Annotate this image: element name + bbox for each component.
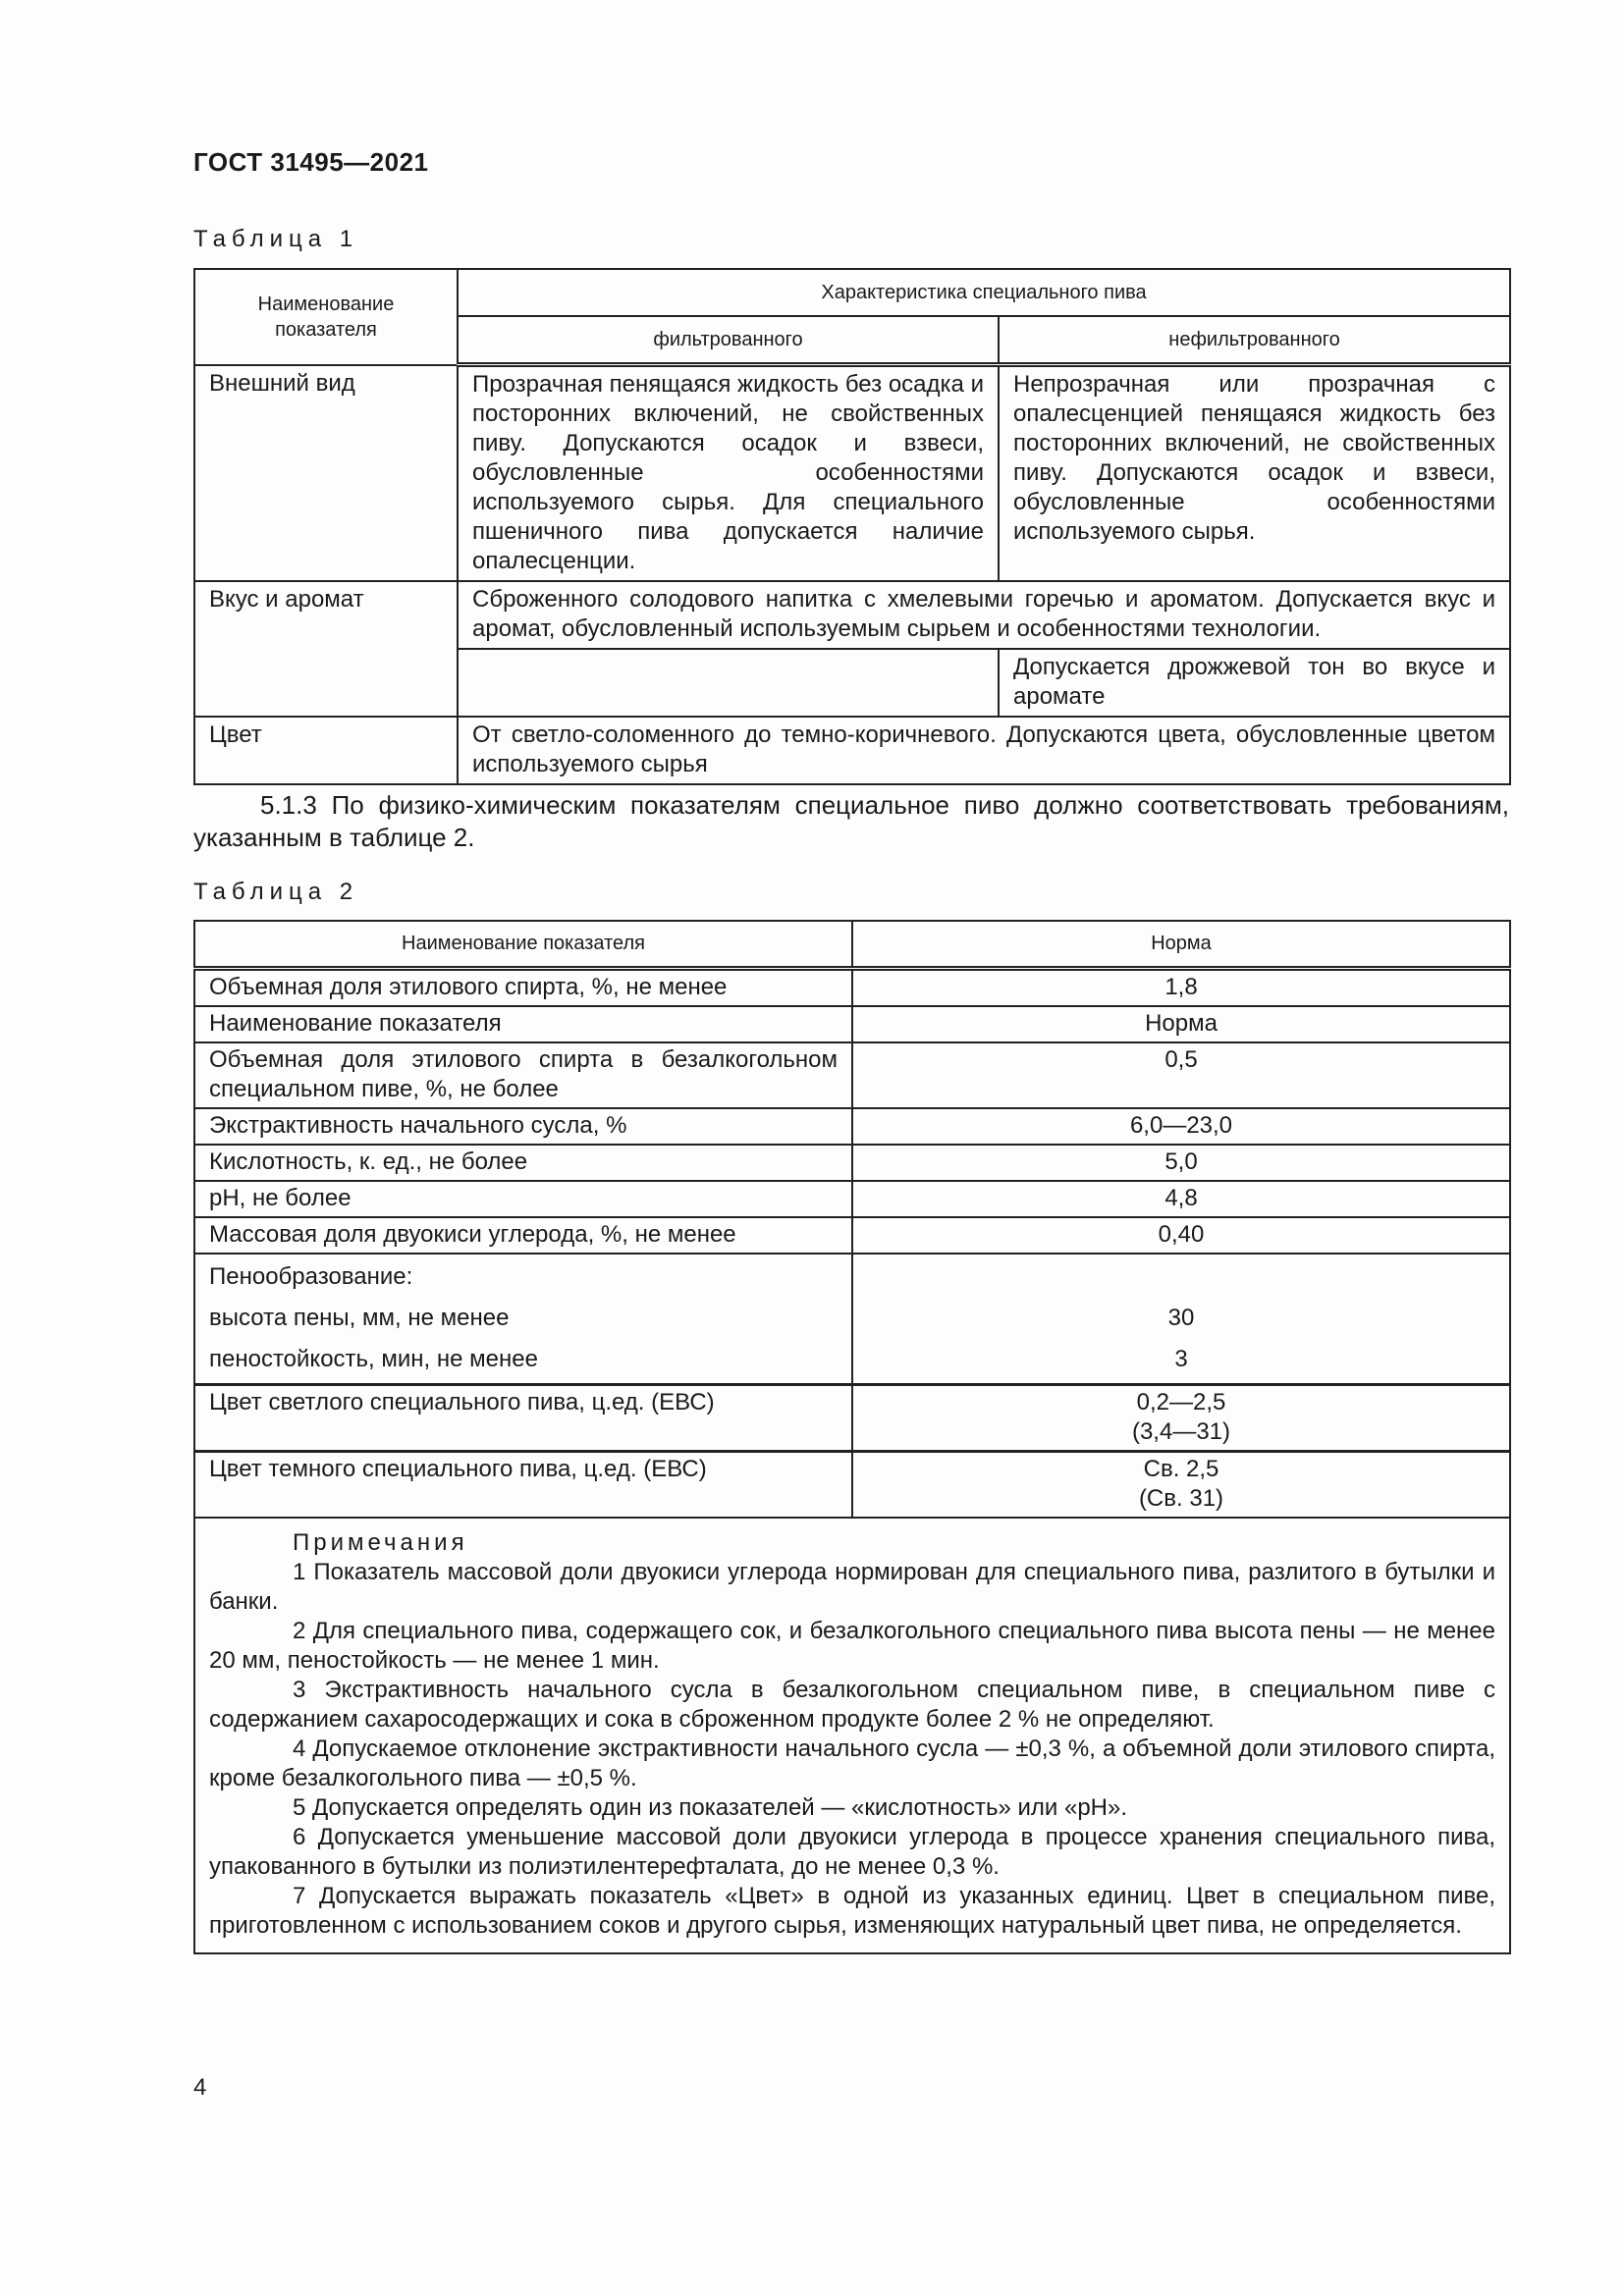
table2-notes-row — [194, 1518, 1510, 1953]
row-value-alt: (3,4—31) — [1131, 1418, 1231, 1445]
note-item: 1 Показатель массовой доли двуокиси углерода нормирован для специального пива, разлитого в бутылки и банки. — [209, 1559, 1495, 1615]
table-row-dark-color — [194, 1452, 1510, 1519]
table-row — [194, 969, 1510, 1007]
row-value: 1,8 — [852, 969, 1510, 1007]
row-value: 0,2—2,5 — [1136, 1389, 1226, 1415]
document-header: ГОСТ 31495—2021 — [193, 147, 429, 177]
table-row — [194, 1217, 1510, 1254]
row-label: Объемная доля этилового спирта в безалкогольном специальном пиве, %, не более — [194, 1042, 852, 1108]
notes-cell — [194, 1518, 1510, 1953]
cell-unfiltered: Допускается дрожжевой тон во вкусе и аромате — [999, 649, 1510, 717]
row-value: 5,0 — [852, 1145, 1510, 1181]
row-value: 0,40 — [852, 1217, 1510, 1254]
table-row — [194, 1042, 1510, 1108]
table1 — [193, 268, 1511, 785]
note-item: 3 Экстрактивность начального сусла в безалкогольном специальном пиве, в специальном пиве с содержанием сахаросодержащих и сока в сброженном продукте более 2 % не определяют. — [209, 1677, 1495, 1733]
table-row — [194, 1181, 1510, 1217]
row-label: Внешний вид — [194, 365, 458, 582]
table1-header-group: Характеристика специального пива — [458, 269, 1510, 316]
foam-stability-label: пеностойкость, мин, не менее — [209, 1346, 538, 1372]
row-value: 4,8 — [852, 1181, 1510, 1217]
foam-stability-value: 3 — [1174, 1346, 1188, 1372]
table1-header-filtered: фильтрованного — [458, 316, 999, 365]
note-item: 5 Допускается определять один из показателей — «кислотность» или «pH». — [293, 1794, 1128, 1821]
row-label: Вкус и аромат — [194, 581, 458, 717]
row-label: Экстрактивность начального сусла, % — [194, 1108, 852, 1145]
table1-title: Таблица 1 — [193, 226, 359, 252]
foam-height-label: высота пены, мм, не менее — [209, 1305, 510, 1331]
table2 — [193, 920, 1511, 1954]
table1-header-unfiltered: нефильтрованного — [999, 316, 1510, 365]
note-item: 2 Для специального пива, содержащего сок, и безалкогольного специального пива высота пены — не менее 20 мм, пеностойкость — не менее 1 мин. — [209, 1618, 1495, 1674]
foam-label: Пенообразование: — [209, 1263, 413, 1290]
cell-common: От светло-соломенного до темно-коричневого. Допускаются цвета, обусловленные цветом используемого сырья — [458, 717, 1510, 784]
row-value: 0,5 — [852, 1042, 1510, 1108]
table-row — [194, 1006, 1510, 1042]
row-label: Наименование показателя — [194, 1006, 852, 1042]
row-value: Св. 2,5 — [1143, 1456, 1219, 1482]
table-row-light-color — [194, 1385, 1510, 1452]
table-row — [194, 1145, 1510, 1181]
note-item: 4 Допускаемое отклонение экстрактивности начального сусла — ±0,3 %, а объемной доли этилового спирта, кроме безалкогольного пива — ±0,5 %. — [209, 1735, 1495, 1791]
cell-common: Сброженного солодового напитка с хмелевыми горечью и ароматом. Допускается вкус и аромат, обусловленный используемым сырьем и особенностями технологии. — [458, 581, 1510, 649]
table1-row-color — [194, 717, 1510, 784]
table-row-foam — [194, 1254, 1510, 1385]
table2-title: Таблица 2 — [193, 879, 359, 905]
page-number: 4 — [193, 2074, 207, 2101]
cell-unfiltered: Непрозрачная или прозрачная с опалесценцией пенящаяся жидкость без посторонних включений, не свойственных пиву. Допускаются осадок и взвеси, обусловленные особенностями используемого сырья. — [999, 365, 1510, 582]
row-value: 6,0—23,0 — [852, 1108, 1510, 1145]
row-label: Цвет темного специального пива, ц.ед. (ЕВС) — [194, 1452, 852, 1519]
note-item: 6 Допускается уменьшение массовой доли двуокиси углерода в процессе хранения специального пива, упакованного в бутылки из полиэтилентерефталата, до не менее 0,3 %. — [209, 1824, 1495, 1880]
row-value: Норма — [852, 1006, 1510, 1042]
note-item: 7 Допускается выражать показатель «Цвет» в одной из указанных единиц. Цвет в специальном пиве, приготовленном с использованием соков и другого сырья, изменяющих натуральный цвет пива, не определяется. — [209, 1883, 1495, 1939]
row-label: Кислотность, к. ед., не более — [194, 1145, 852, 1181]
row-label: Цвет — [194, 717, 458, 784]
row-label: Массовая доля двуокиси углерода, %, не менее — [194, 1217, 852, 1254]
table1-header-indicator: Наименование показателя — [194, 269, 458, 365]
table1-row-appearance — [194, 365, 1510, 582]
row-label: Цвет светлого специального пива, ц.ед. (ЕВС) — [194, 1385, 852, 1452]
table2-header-norm: Норма — [852, 921, 1510, 969]
cell-filtered — [458, 649, 999, 717]
table1-row-taste — [194, 581, 1510, 649]
notes-heading: Примечания — [293, 1529, 468, 1556]
foam-height-value: 30 — [1167, 1305, 1195, 1331]
table-row — [194, 1108, 1510, 1145]
paragraph-5-1-3: 5.1.3 По физико-химическим показателям специальное пиво должно соответствовать требованиям, указанным в таблице 2. — [193, 790, 1509, 852]
row-value-alt: (Св. 31) — [1138, 1485, 1224, 1512]
cell-filtered: Прозрачная пенящаяся жидкость без осадка и посторонних включений, не свойственных пиву. Допускаются осадок и взвеси, обусловленные особенностями используемого сырья. Для специального пшеничного пива допускается наличие опалесценции. — [458, 365, 999, 582]
table2-header-indicator: Наименование показателя — [194, 921, 852, 969]
row-label: pH, не более — [194, 1181, 852, 1217]
row-label: Объемная доля этилового спирта, %, не менее — [194, 969, 852, 1007]
